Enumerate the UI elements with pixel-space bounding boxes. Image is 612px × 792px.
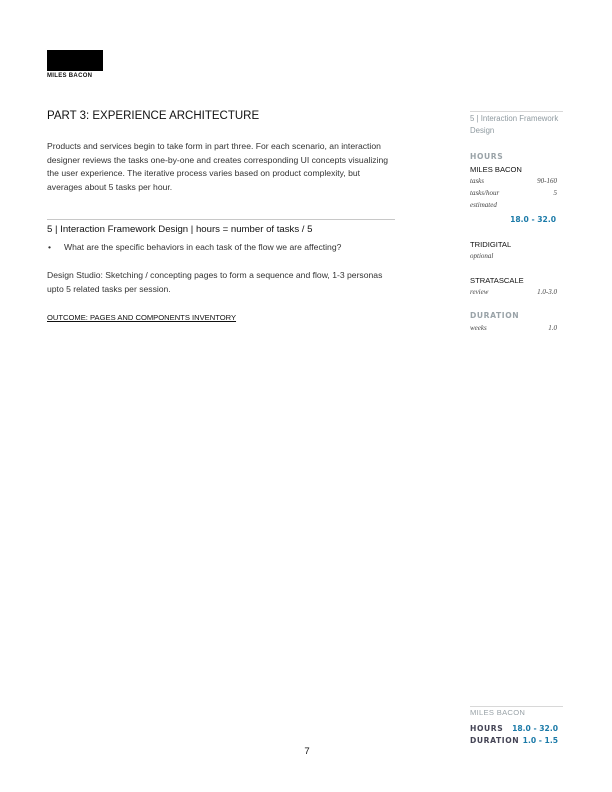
tasks-per-hour-row <box>470 189 557 197</box>
page-number: 7 <box>304 746 310 757</box>
row-label: estimated <box>470 201 497 209</box>
footer-vendor: MILES BACON <box>470 708 526 717</box>
row-value: 90-160 <box>537 177 557 185</box>
footer-duration-label: DURATION <box>470 736 520 745</box>
tridigital-note <box>470 252 557 260</box>
logo-mark <box>47 50 103 71</box>
footer-hours-value: 18.0 - 32.0 <box>512 724 558 733</box>
vendor-stratascale: STRATASCALE <box>470 276 524 285</box>
footer-duration-row <box>470 736 558 745</box>
sidebar-title: 5 | Interaction Framework Design <box>470 114 559 135</box>
estimated-row <box>470 201 557 209</box>
tasks-row <box>470 177 557 185</box>
bullet-marker: • <box>48 242 52 252</box>
bullet-item: What are the specific behaviors in each task of the flow we are affecting? <box>64 242 342 252</box>
duration-heading: DURATION <box>470 311 520 320</box>
section-divider <box>47 219 395 220</box>
row-value: 5 <box>553 189 557 197</box>
vendor-tridigital: TRIDIGITAL <box>470 240 512 249</box>
footer-duration-value: 1.0 - 1.5 <box>522 736 558 745</box>
footer-hours-row <box>470 724 558 733</box>
vendor-miles-bacon: MILES BACON <box>470 165 522 174</box>
row-label: tasks <box>470 177 484 185</box>
row-label: weeks <box>470 324 487 332</box>
hours-heading: HOURS <box>470 152 504 161</box>
review-row <box>470 288 557 296</box>
row-value: 1.0 <box>548 324 557 332</box>
logo-wordmark: MILES BACON <box>47 73 93 79</box>
intro-paragraph: Products and services begin to take form in part three. For each scenario, an interaction designer reviews the tasks one-by-one and creates corresponding UI concepts visualizing the user experience. The iterative process varies based on product complexity, but averages about 5 tasks per hour. <box>47 141 389 192</box>
section-heading: 5 | Interaction Framework Design | hours = number of tasks / 5 <box>47 224 313 235</box>
row-label: review <box>470 288 489 296</box>
hours-total: 18.0 - 32.0 <box>510 215 556 224</box>
footer-divider <box>470 706 563 707</box>
row-label: optional <box>470 252 494 260</box>
page-title: PART 3: EXPERIENCE ARCHITECTURE <box>47 110 260 122</box>
footer-hours-label: HOURS <box>470 724 504 733</box>
outcome-text: OUTCOME: PAGES AND COMPONENTS INVENTORY <box>47 313 237 322</box>
weeks-row <box>470 324 557 332</box>
row-label: tasks/hour <box>470 189 500 197</box>
design-studio-paragraph: Design Studio: Sketching / concepting pages to form a sequence and flow, 1-3 personas upto 5 related tasks per session. <box>47 270 383 294</box>
sidebar-divider <box>470 111 563 112</box>
row-value: 1.0-3.0 <box>537 288 557 296</box>
